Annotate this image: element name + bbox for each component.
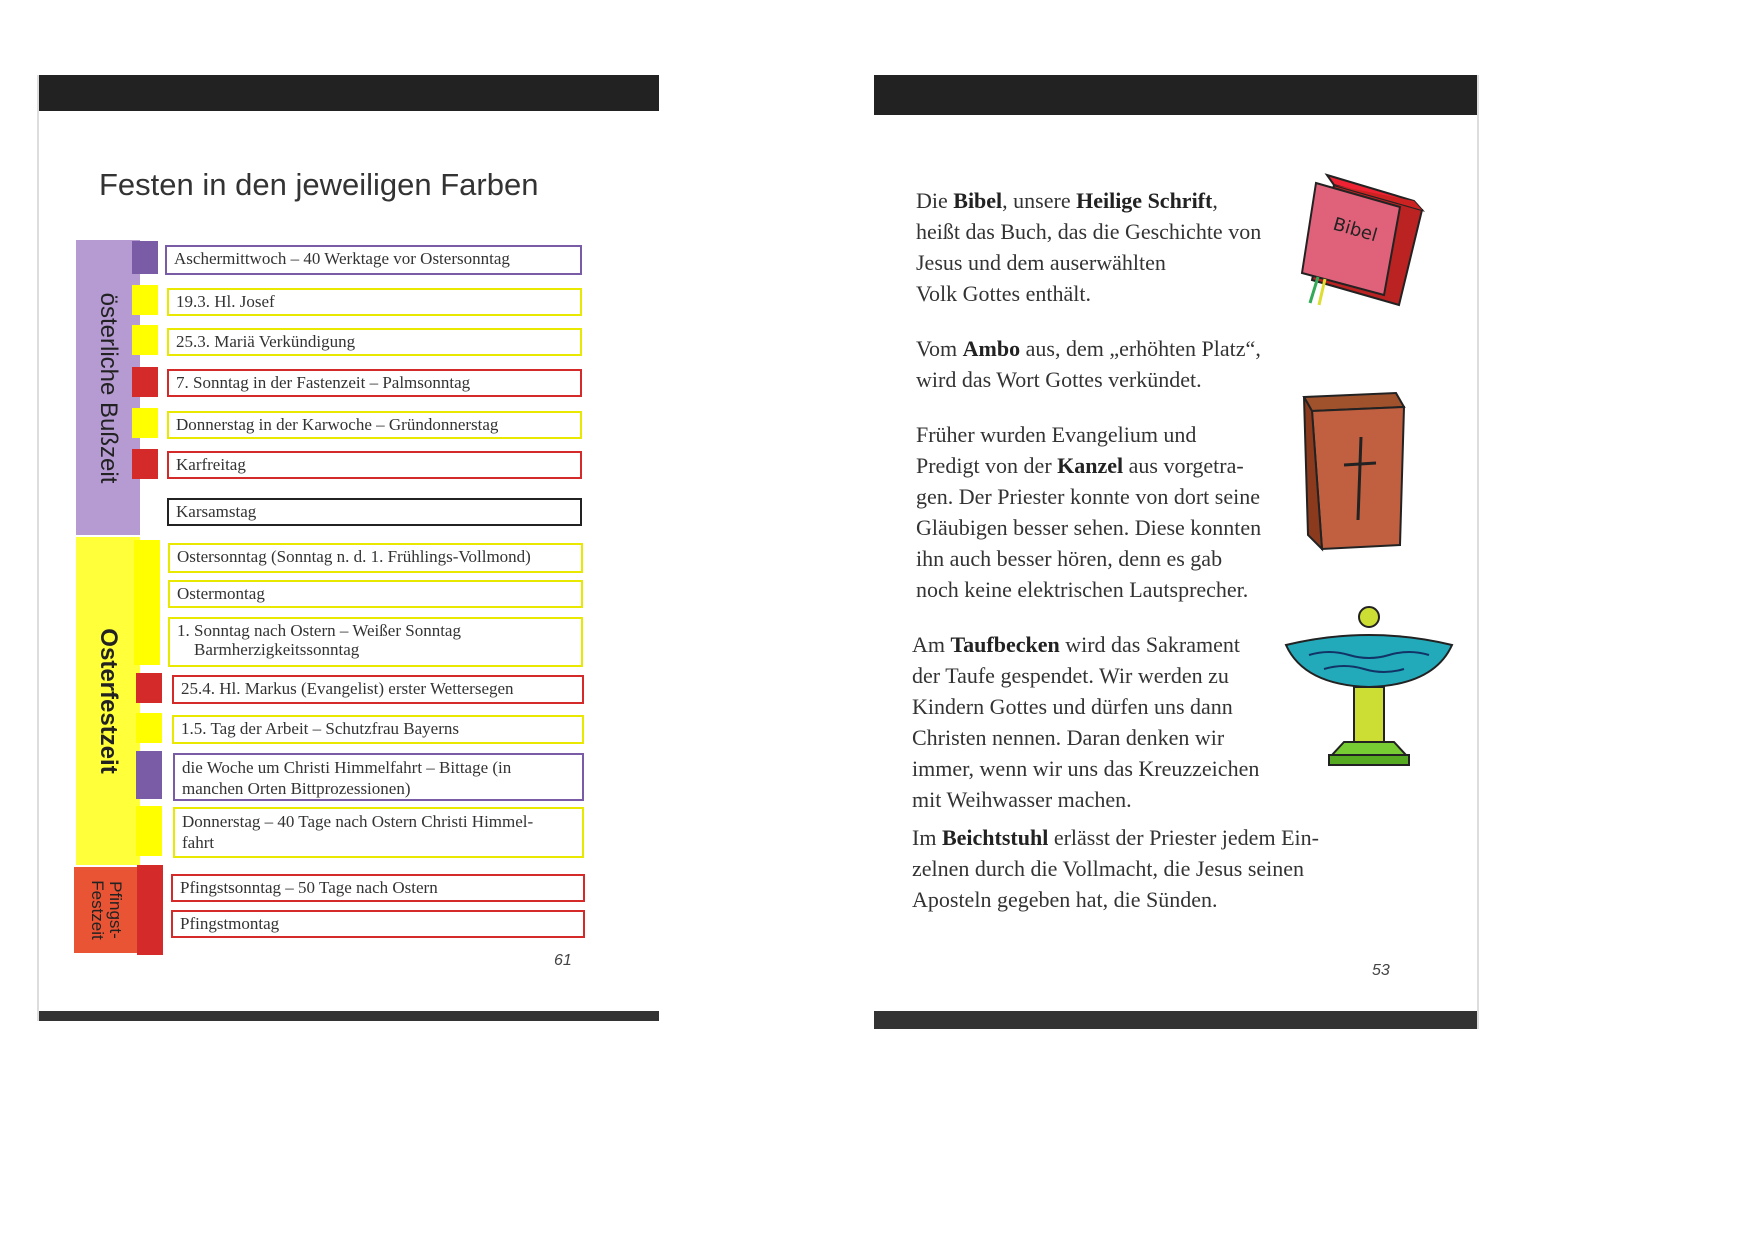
paragraph-line: Jesus und dem auserwählten — [916, 250, 1166, 275]
bold-term: Kanzel — [1057, 453, 1124, 478]
paragraph-line: immer, wenn wir uns das Kreuzzeichen — [912, 756, 1260, 781]
page-bottom-shadow — [39, 1011, 659, 1021]
paragraph-line: Vom Ambo aus, dem „erhöhten Platz“, — [916, 336, 1261, 361]
color-chip-purple — [132, 241, 158, 274]
feast-entry-text: 1.5. Tag der Arbeit – Schutzfrau Bayerns — [181, 719, 459, 738]
paragraph-line: zelnen durch die Vollmacht, die Jesus seinen — [912, 856, 1305, 881]
feast-entry — [167, 411, 582, 439]
paragraph-line: Am Taufbecken wird das Sakrament — [912, 632, 1240, 657]
feast-entry — [173, 807, 584, 858]
season-label-line: Festzeit — [87, 880, 107, 940]
feast-entry — [167, 451, 582, 479]
season-lent — [76, 240, 140, 535]
paragraph-line: Die Bibel, unsere Heilige Schrift, — [916, 188, 1218, 213]
color-chip-red — [136, 673, 162, 703]
paragraph-line: Christen nennen. Daran denken wir — [912, 725, 1225, 750]
season-label-line: Pfingst- — [105, 881, 125, 939]
feast-entry-text: Karsamstag — [176, 502, 257, 521]
paragraph-line: heißt das Buch, das die Geschichte von — [916, 219, 1262, 244]
feast-entry — [172, 675, 584, 704]
paragraph-line: der Taufe gespendet. Wir werden zu — [912, 663, 1229, 688]
feast-entry-text: die Woche um Christi Himmelfahrt – Bittage (in — [182, 758, 512, 777]
paragraph-line: Gläubigen besser sehen. Diese konnten — [916, 515, 1262, 540]
feast-entry-text: Ostermontag — [177, 584, 265, 603]
feast-entry — [167, 288, 582, 316]
color-chip-yellow — [136, 713, 162, 743]
color-chip-yellow — [132, 325, 158, 355]
feast-entry-text: Pfingstsonntag – 50 Tage nach Ostern — [180, 878, 438, 897]
color-chip-yellow — [132, 408, 158, 438]
page-top-shadow — [39, 75, 659, 111]
page-number: 53 — [1372, 962, 1390, 979]
feast-entry-text: Pfingstmontag — [180, 914, 280, 933]
feast-entry-text: 7. Sonntag in der Fastenzeit – Palmsonntag — [176, 373, 471, 392]
paragraph-pulpit — [916, 419, 1261, 605]
bold-term: Heilige Schrift — [1076, 188, 1213, 213]
season-label: Osterfestzeit — [95, 628, 122, 774]
paragraph-confessional — [912, 822, 1319, 915]
feast-entry — [167, 328, 582, 356]
feast-entry-text: 1. Sonntag nach Ostern – Weißer Sonntag — [177, 621, 461, 640]
bold-term: Taufbecken — [950, 632, 1060, 657]
feast-entry-text: 19.3. Hl. Josef — [176, 292, 275, 311]
feast-entry-text: fahrt — [182, 833, 215, 852]
season-label — [88, 880, 124, 940]
feast-entry-text: 25.4. Hl. Markus (Evangelist) erster Wettersegen — [181, 679, 514, 698]
feast-entry-text: 25.3. Mariä Verkündigung — [176, 332, 356, 351]
paragraph-line: noch keine elektrischen Lautsprecher. — [916, 577, 1249, 602]
bible-label: Bibel — [1330, 213, 1380, 247]
feast-entry-text: Donnerstag – 40 Tage nach Ostern Christi Himmel- — [182, 812, 534, 831]
season-easter — [76, 537, 140, 865]
color-chip-red — [132, 449, 158, 479]
color-chip-yellow — [136, 806, 162, 856]
baptismal-font-icon — [1284, 605, 1454, 775]
color-chip-yellow — [134, 540, 160, 665]
paragraph-ambo — [916, 333, 1261, 395]
page-title: Festen in den jeweiligen Farben — [99, 167, 539, 202]
paragraph-line: mit Weihwasser machen. — [912, 787, 1132, 812]
paragraph-line: Predigt von der Kanzel aus vorgetra- — [916, 453, 1244, 478]
feast-entry — [168, 580, 583, 608]
feast-entry — [171, 910, 585, 938]
feast-entry — [167, 369, 582, 397]
feast-entry-text: Ostersonntag (Sonntag n. d. 1. Frühlings-Vollmond) — [177, 547, 531, 566]
paragraph-line: wird das Wort Gottes verkündet. — [916, 367, 1202, 392]
color-chip-purple — [136, 751, 162, 799]
page-top-shadow — [874, 75, 1477, 115]
paragraph-line: Im Beichtstuhl erlässt der Priester jedem Ein- — [912, 825, 1319, 850]
season-label: österliche Bußzeit — [95, 292, 122, 483]
bold-term: Beichtstuhl — [941, 825, 1049, 850]
feast-entry — [168, 617, 583, 667]
feast-entry-text: Barmherzigkeitssonntag — [194, 640, 360, 659]
bible-icon — [1294, 165, 1434, 315]
feast-entry-text: Aschermittwoch – 40 Werktage vor Ostersonntag — [174, 249, 510, 268]
page-number: 61 — [554, 952, 572, 969]
feast-entry — [165, 245, 582, 275]
feast-entry — [172, 715, 584, 744]
feast-entry-text: manchen Orten Bittprozessionen) — [182, 779, 411, 798]
paragraph-bible — [916, 185, 1261, 309]
feast-entry — [171, 874, 585, 902]
feast-entry — [167, 498, 582, 526]
color-chip-yellow — [132, 285, 158, 315]
bold-term: Bibel — [953, 188, 1003, 213]
pulpit-icon — [1294, 385, 1414, 555]
color-chip-red — [132, 367, 158, 397]
color-chip-red — [137, 865, 163, 955]
page-bottom-shadow — [874, 1011, 1477, 1029]
paragraph-line: Früher wurden Evangelium und — [916, 422, 1197, 447]
paragraph-line: Aposteln gegeben hat, die Sünden. — [912, 887, 1218, 912]
paragraph-line: ihn auch besser hören, denn es gab — [916, 546, 1223, 571]
paragraph-line: Volk Gottes enthält. — [916, 281, 1091, 306]
feast-entry — [168, 543, 583, 573]
paragraph-line: gen. Der Priester konnte von dort seine — [916, 484, 1260, 509]
feast-entry-text: Karfreitag — [176, 455, 246, 474]
left-book-page — [37, 75, 659, 1021]
paragraph-font — [912, 629, 1259, 815]
season-pentecost — [74, 867, 137, 953]
right-book-page — [874, 75, 1479, 1029]
feast-entry — [173, 753, 584, 801]
feast-entry-text: Donnerstag in der Karwoche – Gründonnerstag — [176, 415, 499, 434]
bold-term: Ambo — [962, 336, 1021, 361]
paragraph-line: Kindern Gottes und dürfen uns dann — [912, 694, 1233, 719]
